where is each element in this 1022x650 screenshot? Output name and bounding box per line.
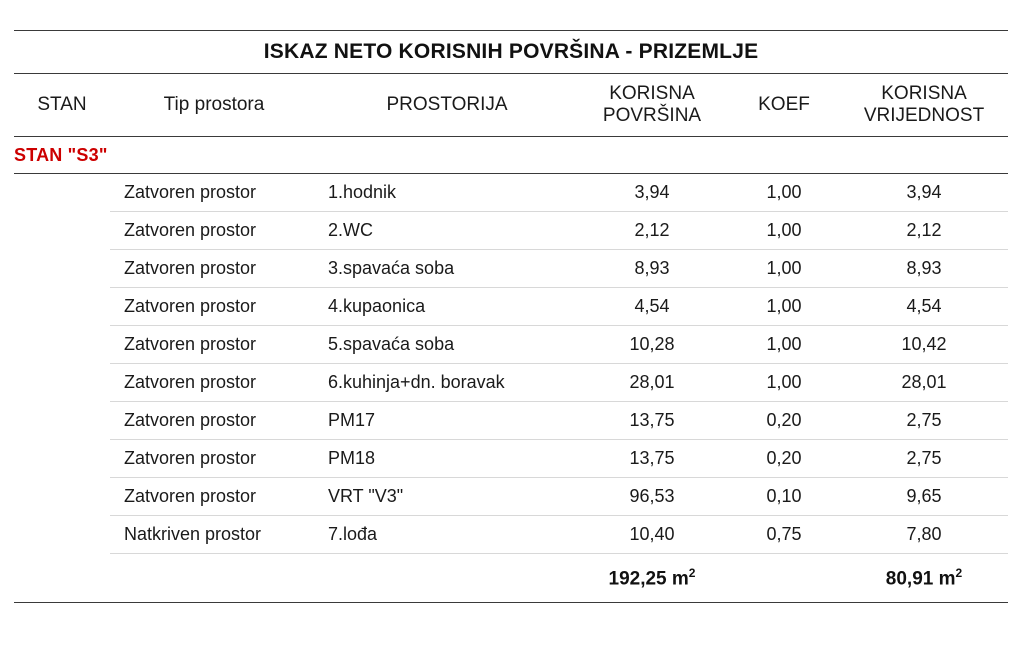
row-korisna-vrijednost: 7,80 — [840, 516, 1008, 554]
total-korisna-vrijednost-value: 80,91 m — [885, 568, 956, 590]
row-korisna-vrijednost: 2,12 — [840, 212, 1008, 250]
row-koef: 0,20 — [728, 440, 840, 478]
column-header-korisna-vrijednost — [840, 74, 1008, 137]
row-korisna-povrsina: 10,28 — [576, 326, 728, 364]
table-row — [14, 364, 1008, 402]
row-korisna-povrsina: 28,01 — [576, 364, 728, 402]
row-koef: 0,75 — [728, 516, 840, 554]
row-prostorija: 5.spavaća soba — [318, 326, 576, 364]
row-korisna-povrsina: 8,93 — [576, 250, 728, 288]
row-tip-prostora: Zatvoren prostor — [110, 250, 318, 288]
column-header-korisna-povrsina-line2: POVRŠINA — [602, 105, 702, 126]
table-row — [14, 212, 1008, 250]
row-stan-cell — [14, 288, 110, 326]
row-stan-cell — [14, 326, 110, 364]
row-korisna-povrsina: 13,75 — [576, 402, 728, 440]
row-stan-cell — [14, 364, 110, 402]
group-label-stan-s3: STAN "S3" — [14, 137, 1008, 174]
row-stan-cell — [14, 212, 110, 250]
total-korisna-vrijednost — [840, 554, 1008, 603]
net-usable-area-table — [14, 31, 1008, 603]
row-tip-prostora: Natkriven prostor — [110, 516, 318, 554]
row-tip-prostora: Zatvoren prostor — [110, 364, 318, 402]
row-prostorija: PM18 — [318, 440, 576, 478]
row-korisna-vrijednost: 8,93 — [840, 250, 1008, 288]
row-prostorija: 2.WC — [318, 212, 576, 250]
row-korisna-vrijednost: 28,01 — [840, 364, 1008, 402]
row-prostorija: 1.hodnik — [318, 174, 576, 212]
total-korisna-povrsina-value: 192,25 m — [608, 568, 689, 590]
row-tip-prostora: Zatvoren prostor — [110, 326, 318, 364]
row-koef: 0,10 — [728, 478, 840, 516]
row-korisna-povrsina: 3,94 — [576, 174, 728, 212]
total-korisna-vrijednost-unit-exponent: 2 — [955, 565, 963, 580]
column-header-prostorija: PROSTORIJA — [318, 74, 576, 137]
row-korisna-vrijednost: 2,75 — [840, 402, 1008, 440]
column-header-korisna-povrsina-line1: KORISNA — [609, 83, 695, 105]
column-header-koef: KOEF — [728, 74, 840, 137]
row-prostorija: VRT "V3" — [318, 478, 576, 516]
table-title-row — [14, 31, 1008, 74]
totals-row — [14, 554, 1008, 603]
row-korisna-vrijednost: 9,65 — [840, 478, 1008, 516]
row-stan-cell — [14, 516, 110, 554]
row-korisna-povrsina: 4,54 — [576, 288, 728, 326]
row-stan-cell — [14, 402, 110, 440]
totals-empty-prostorija — [318, 554, 576, 603]
total-korisna-povrsina — [576, 554, 728, 603]
row-prostorija: 3.spavaća soba — [318, 250, 576, 288]
row-tip-prostora: Zatvoren prostor — [110, 288, 318, 326]
row-korisna-vrijednost: 3,94 — [840, 174, 1008, 212]
table-row — [14, 174, 1008, 212]
row-korisna-povrsina: 13,75 — [576, 440, 728, 478]
column-header-korisna-vrijednost-line2: VRIJEDNOST — [863, 105, 985, 126]
group-header-row — [14, 137, 1008, 174]
table-row — [14, 478, 1008, 516]
row-koef: 1,00 — [728, 288, 840, 326]
row-prostorija: 7.lođa — [318, 516, 576, 554]
table-header-row — [14, 74, 1008, 137]
column-header-tip-prostora: Tip prostora — [110, 74, 318, 137]
row-stan-cell — [14, 478, 110, 516]
row-tip-prostora: Zatvoren prostor — [110, 212, 318, 250]
table-row — [14, 440, 1008, 478]
table-row — [14, 250, 1008, 288]
row-prostorija: PM17 — [318, 402, 576, 440]
column-header-korisna-vrijednost-line1: KORISNA — [881, 83, 967, 105]
row-tip-prostora: Zatvoren prostor — [110, 174, 318, 212]
row-tip-prostora: Zatvoren prostor — [110, 440, 318, 478]
total-korisna-povrsina-unit-exponent: 2 — [688, 565, 696, 580]
table-row — [14, 402, 1008, 440]
row-korisna-povrsina: 2,12 — [576, 212, 728, 250]
row-stan-cell — [14, 250, 110, 288]
totals-empty-stan — [14, 554, 110, 603]
totals-empty-tip — [110, 554, 318, 603]
row-korisna-povrsina: 10,40 — [576, 516, 728, 554]
row-koef: 1,00 — [728, 250, 840, 288]
row-prostorija: 6.kuhinja+dn. boravak — [318, 364, 576, 402]
table-row — [14, 516, 1008, 554]
row-korisna-vrijednost: 4,54 — [840, 288, 1008, 326]
row-koef: 1,00 — [728, 174, 840, 212]
row-koef: 1,00 — [728, 364, 840, 402]
table-row — [14, 326, 1008, 364]
table-row — [14, 288, 1008, 326]
row-koef: 1,00 — [728, 212, 840, 250]
row-koef: 1,00 — [728, 326, 840, 364]
row-prostorija: 4.kupaonica — [318, 288, 576, 326]
column-header-korisna-povrsina — [576, 74, 728, 137]
column-header-stan: STAN — [14, 74, 110, 137]
row-stan-cell — [14, 174, 110, 212]
row-korisna-povrsina: 96,53 — [576, 478, 728, 516]
row-stan-cell — [14, 440, 110, 478]
row-korisna-vrijednost: 2,75 — [840, 440, 1008, 478]
row-korisna-vrijednost: 10,42 — [840, 326, 1008, 364]
row-tip-prostora: Zatvoren prostor — [110, 402, 318, 440]
row-koef: 0,20 — [728, 402, 840, 440]
page-title: ISKAZ NETO KORISNIH POVRŠINA - PRIZEMLJE — [14, 31, 1008, 74]
totals-empty-koef — [728, 554, 840, 603]
row-tip-prostora: Zatvoren prostor — [110, 478, 318, 516]
